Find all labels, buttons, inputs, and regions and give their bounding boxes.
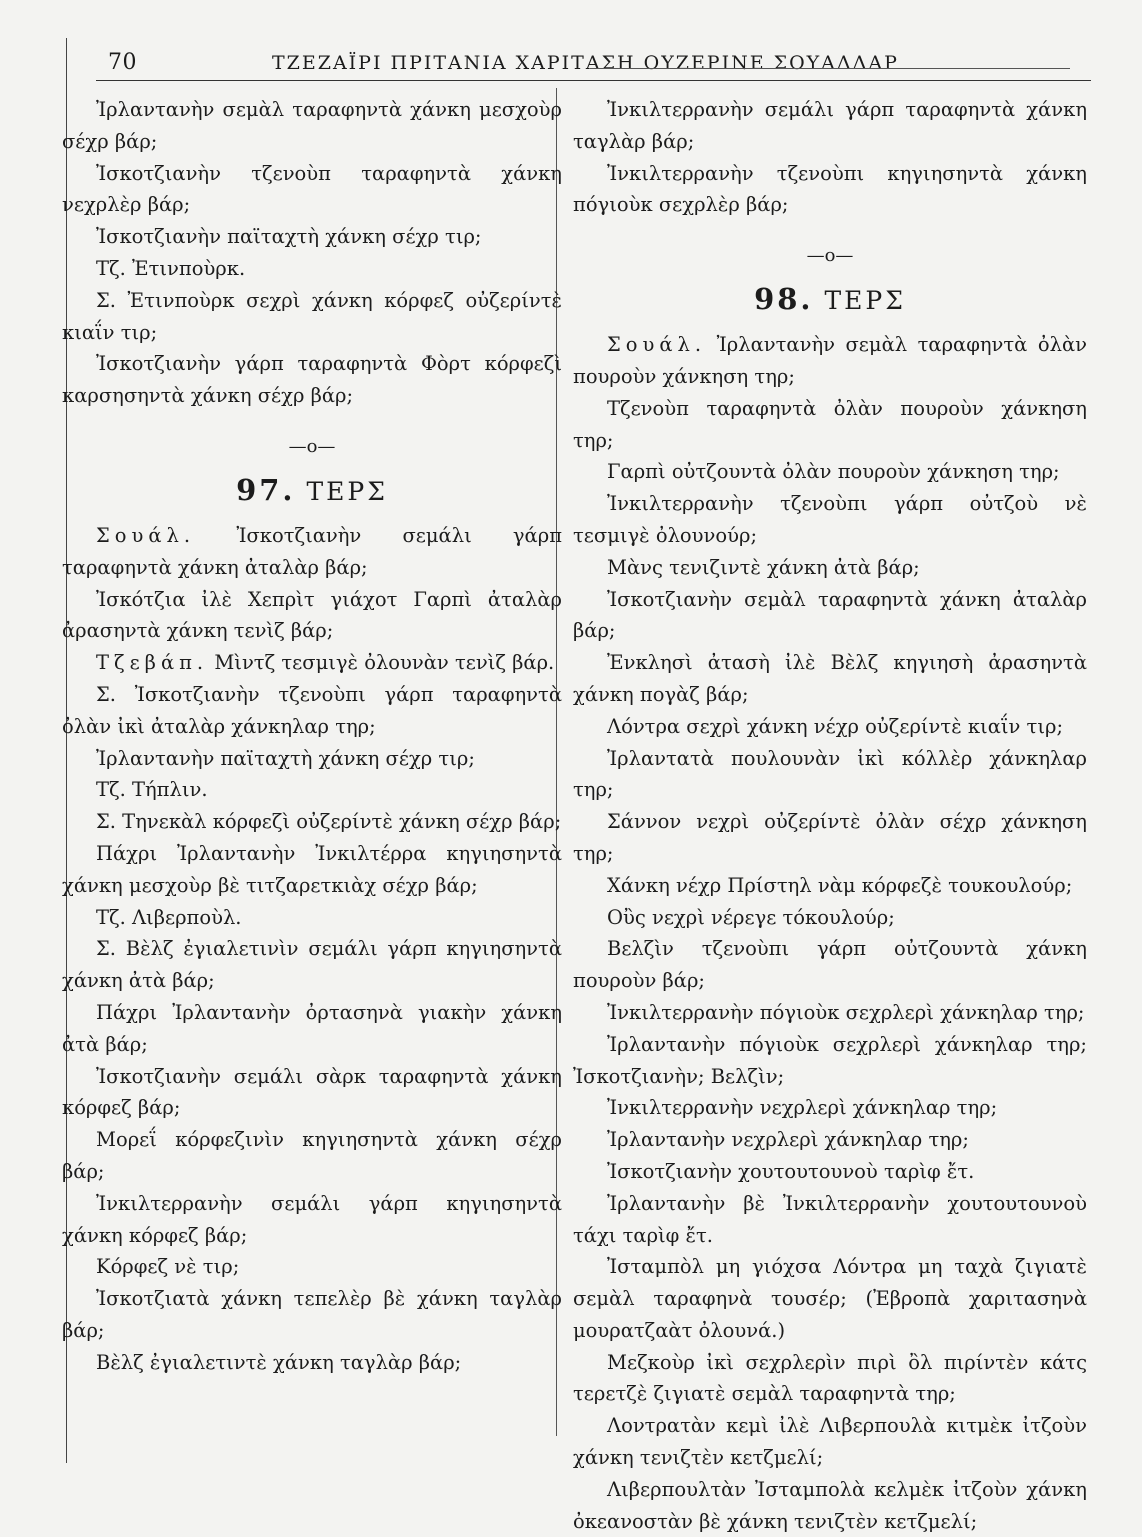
paragraph: Ἰρλαντανὴν βὲ Ἰνκιλτερρανὴν χουτουτουνοὺ τάχι ταρὶφ ἔτ.: [573, 1191, 1087, 1247]
paragraph: Ἰνκιλτερρανὴν πόγιοὺκ σεχρλερὶ χάνκηλαρ τηρ;: [607, 1000, 1085, 1024]
paragraph: Ἰρλαντανὴν παϊταχτὴ χάνκη σέχρ τιρ;: [96, 746, 475, 770]
question-label: Σουάλ.: [607, 333, 707, 357]
lesson-heading: [62, 468, 562, 514]
paragraph: Γαρπὶ οὐτζουντὰ ὀλὰν πουροὺν χάνκηση τηρ;: [607, 460, 1060, 484]
lesson-number: 97.: [236, 472, 296, 507]
paragraph: Κόρφεζ νὲ τιρ;: [96, 1255, 240, 1279]
paragraph: Ἰνκιλτερρανὴν σεμάλι γάρπ ταραφηντὰ χάνκη ταγλὰρ βάρ;: [573, 98, 1087, 153]
lesson-word: ΤΕΡΣ: [824, 286, 906, 316]
paragraph: Ἰνκιλτερρανὴν νεχρλερὶ χάνκηλαρ τηρ;: [607, 1096, 998, 1120]
paragraph: Ἰρλαντανὴν νεχρλερὶ χάνκηλαρ τηρ;: [607, 1128, 969, 1152]
paragraph: Βὲλζ ἐγιαλετιντὲ χάνκη ταγλὰρ βάρ;: [96, 1350, 462, 1374]
paragraph: Ἰσκότζια ἰλὲ Χεπρὶτ γιάχοτ Γαρπὶ ἀταλὰρ ἀρασηντὰ χάνκη τενὶζ βάρ;: [62, 587, 562, 643]
paragraph: Μὰνς τενιζιντὲ χάνκη ἀτὰ βάρ;: [607, 555, 920, 579]
paragraph: Σ. Ἐτινποὺρκ σεχρὶ χάνκη κόρφεζ οὐζερίντὲ κιαΐν τιρ;: [62, 288, 562, 344]
lesson-number: 98.: [754, 282, 814, 317]
paragraph: Χάνκη νέχρ Πρίστηλ νὰμ κόρφεζὲ τουκουλούρ;: [607, 873, 1073, 897]
paragraph: Ἰσκοτζιανὴν χουτουτουνοὺ ταρὶφ ἔτ.: [607, 1159, 975, 1183]
paragraph: Ἰνκιλτερρανὴν τζενοὺπι γάρπ οὐτζοὺ νὲ τεσμιγὲ ὀλουνούρ;: [573, 492, 1087, 547]
paragraph: Λόντρα σεχρὶ χάνκη νέχρ οὐζερίντὲ κιαΐν τιρ;: [607, 714, 1064, 738]
paragraph: Ἰρλαντανὴν πόγιοὺκ σεχρλερὶ χάνκηλαρ τηρ; Ἰσκοτζιανὴν; Βελζὶν;: [573, 1032, 1087, 1088]
paragraph: Λιβερπουλτὰν Ἰσταμπολὰ κελμὲκ ἰτζοὺν χάνκη ὀκεανοστὰν βὲ χάνκη τενιζτὲν κετζμελί;: [573, 1477, 1087, 1533]
page-header: [96, 44, 1091, 81]
paragraph: Τζενοὺπ ταραφηντὰ ὀλὰν πουροὺν χάνκηση τηρ;: [573, 396, 1087, 452]
paragraph: Τζ. Τήπλιν.: [96, 778, 208, 802]
paragraph: Ἰσκοτζιατὰ χάνκη τεπελὲρ βὲ χάνκη ταγλὰρ βάρ;: [62, 1287, 562, 1342]
question-paragraph: [62, 520, 562, 584]
answer-label: Τζεβάπ.: [96, 651, 209, 675]
paragraph: Ἰσκοτζιανὴν παϊταχτὴ χάνκη σέχρ τιρ;: [96, 225, 482, 249]
right-column: [573, 94, 1087, 1537]
paragraph: Τζ. Λιβερποὺλ.: [96, 905, 242, 929]
question-text: Ἰσκοτζιανὴν σεμάλι γάρπ ταραφηντὰ χάνκη ἀταλὰρ βάρ;: [62, 523, 563, 579]
question-text: Ἰρλαντανὴν σεμὰλ ταραφηντὰ ὀλὰν πουροὺν χάνκηση τηρ;: [573, 333, 1087, 388]
lesson-word: ΤΕΡΣ: [306, 476, 388, 506]
paragraph: Οὒς νεχρὶ νέρεγε τόκουλούρ;: [607, 905, 895, 929]
paragraph: Πάχρι Ἰρλαντανὴν Ἰνκιλτέρρα κηγιησηντὰ χάνκη μεσχοὺρ βὲ τιτζαρετκιὰχ σέχρ βάρ;: [62, 841, 562, 897]
lesson-heading: [573, 277, 1087, 323]
paragraph: Σ. Τηνεκὰλ κόρφεζὶ οὐζερίντὲ χάνκη σέχρ βάρ;: [96, 810, 562, 834]
section-separator: —ο—: [288, 435, 336, 457]
paragraph: Μορεΐ κόρφεζινὶν κηγιησηντὰ χάνκη σέχρ βάρ;: [62, 1128, 562, 1183]
paragraph: Λοντρατὰν κεμὶ ἰλὲ Λιβερπουλὰ κιτμὲκ ἰτζοὺν χάνκη τενιζτὲν κετζμελί;: [573, 1414, 1087, 1470]
paragraph: Ἰρλαντανὴν σεμὰλ ταραφηντὰ χάνκη μεσχοὺρ σέχρ βάρ;: [62, 98, 562, 153]
paragraph: Ἰνκιλτερρανὴν σεμάλι γάρπ κηγιησηντὰ χάνκη κόρφεζ βάρ;: [62, 1191, 562, 1247]
left-column: [62, 94, 562, 1378]
paragraph: Τζ. Ἐτινποὺρκ.: [96, 256, 246, 280]
paragraph: Βελζὶν τζενοὺπι γάρπ οὐτζουντὰ χάνκη πουροὺν βάρ;: [573, 937, 1087, 993]
header-rule: [590, 68, 1070, 69]
paragraph: Ἰνκιλτερρανὴν τζενοὺπι κηγιησηντὰ χάνκη πόγιοὺκ σεχρλὲρ βάρ;: [573, 161, 1087, 217]
running-head: ΤΖΕΖΑΪΡΙ ΠΡΙΤΑΝΙΑ ΧΑΡΙΤΑΣΗ ΟΥΖΕΡΙΝΕ ΣΟΥΑΛΛΑΡ: [272, 52, 899, 74]
paragraph: Πάχρι Ἰρλαντανὴν ὀρτασηνὰ γιακὴν χάνκη ἀτὰ βάρ;: [62, 1000, 562, 1056]
paragraph: Σάννον νεχρὶ οὐζερίντὲ ὀλὰν σέχρ χάνκηση τηρ;: [573, 810, 1087, 865]
paragraph: Ἰρλαντατὰ πουλουνὰν ἰκὶ κόλλὲρ χάνκηλαρ τηρ;: [573, 746, 1087, 802]
question-label: Σουάλ.: [96, 523, 196, 547]
paragraph: Ἰσκοτζιανὴν γάρπ ταραφηντὰ Φὸρτ κόρφεζὶ καρσησηντὰ χάνκη σέχρ βάρ;: [62, 352, 562, 408]
answer-text: Μὶντζ τεσμιγὲ ὀλουνὰν τενὶζ βάρ.: [214, 651, 555, 675]
paragraph: Μεζκοὺρ ἰκὶ σεχρλερὶν πιρὶ ὂλ πιρίντὲν κάτς τερετζὲ ζιγιατὲ σεμὰλ ταραφηντὰ τηρ;: [573, 1350, 1087, 1406]
paragraph: Ἰσταμπὸλ μη γιόχσα Λόντρα μη ταχὰ ζιγιατὲ σεμὰλ ταραφηνὰ τουσέρ; (Ἐβροπὰ χαριτασηνὰ μουρατζαὰτ ὀλουνά.): [573, 1255, 1087, 1342]
question-paragraph: [573, 329, 1087, 393]
paragraph: Σ. Βὲλζ ἐγιαλετινὶν σεμάλι γάρπ κηγιησηντὰ χάνκη ἀτὰ βάρ;: [62, 937, 562, 993]
paragraph: Ἰσκοτζιανὴν σεμὰλ ταραφηντὰ χάνκη ἀταλὰρ βάρ;: [573, 587, 1087, 643]
paragraph: Σ. Ἰσκοτζιανὴν τζενοὺπι γάρπ ταραφηντὰ ὀλὰν ἰκὶ ἀταλὰρ χάνκηλαρ τηρ;: [62, 682, 562, 738]
paragraph: Ἐνκλησὶ ἀτασὴ ἰλὲ Βὲλζ κηγιησὴ ἀρασηντὰ χάνκη πογὰζ βάρ;: [573, 651, 1087, 706]
section-separator: —ο—: [806, 245, 854, 267]
paragraph: Ἰσκοτζιανὴν τζενοὺπ ταραφηντὰ χάνκη νεχρλὲρ βάρ;: [62, 161, 562, 217]
answer-paragraph: [62, 647, 562, 679]
page-number: 70: [108, 50, 137, 75]
paragraph: Ἰσκοτζιανὴν σεμάλι σὰρκ ταραφηντὰ χάνκη κόρφεζ βάρ;: [62, 1064, 562, 1120]
